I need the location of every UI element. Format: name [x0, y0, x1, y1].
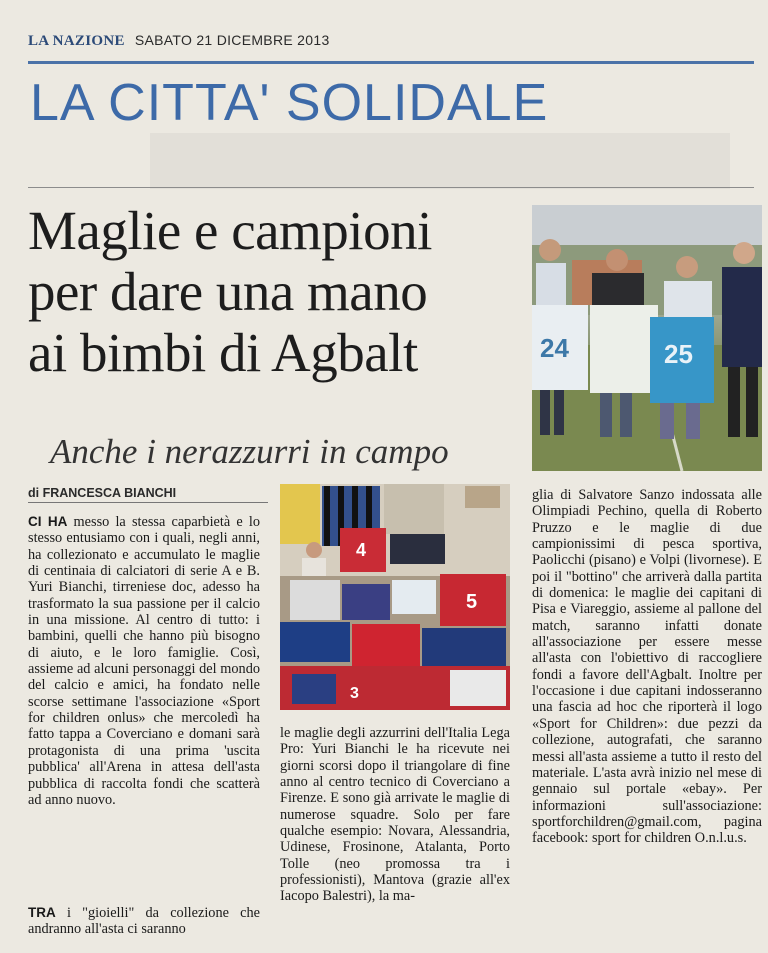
byline-rule — [28, 502, 268, 503]
subheadline: Anche i nerazzurri in campo — [50, 432, 449, 471]
jersey-number-4: 4 — [356, 540, 367, 560]
article-paragraph-4: glia di Salvatore Sanzo indossata alle Olimpiadi Pechino, quella di Roberto Pruzzo e le maglie di due campionissimi di pesca sportiva, Paolicchi (pisano) e Volpi (livornese). E poi il "bottino" che arriverà dalla partita di domenica: le maglie dei capitani di Pisa e Viareggio, assieme al pallone del match, saranno infatti donate all'associazione per essere messe all'asta con l'obiettivo di raccogliere fondi a favore dell'Agbalt. Inoltre per l'occasione i due capitani indosseranno una fascia ad hoc che riporterà il logo «Sport for Children»: due pezzi da collezione, autografati, che saranno messi all'asta assieme a tutto il resto del materiale. L'asta avrà inizio nel mese di gennaio sul portale «ebay». Per informazioni sull'associazione: sportforchildren@gmail.com, pagina facebook: sport for children O.n.l.u.s. — [532, 487, 762, 847]
issue-date: SABATO 21 DICEMBRE 2013 — [134, 32, 330, 48]
article-column-1 — [28, 514, 260, 808]
masthead — [28, 32, 330, 50]
article-column-3 — [532, 487, 762, 847]
article-column-2 — [280, 725, 510, 905]
headline-line-1: Maglie e campioni — [28, 200, 432, 261]
photo-jerseys-illustration — [280, 484, 510, 710]
paragraph-text: i "gioielli" da collezione che andranno all'asta ci saranno — [28, 905, 260, 938]
jersey-number-3: 3 — [350, 685, 359, 702]
headline-line-2: per dare una mano — [28, 261, 428, 322]
article-column-1-continued — [28, 905, 260, 938]
section-rule — [28, 187, 754, 188]
paragraph-text: messo la stessa caparbietà e lo stesso entusiamo con i quali, negli anni, ha collezionato e accumulato le maglie di centinaia di calciatori di serie A e B. Yuri Bianchi, tirreniese doc, adesso ha trasformato la sua passione per il calcio in una missione. Al centro di tutto: i bambini, quelli che hanno più bisogno di aiuto, e le loro famiglie. Così, assieme ad alcuni personaggi del mondo del calcio e amici, ha fondato nelle scorse settimane l'associazione «Sport for children onlus» che mercoledì ha fatto tappa a Coverciano e domani sarà protagonista di una prima 'uscita pubblica' all'Arena in attesa dell'asta pubblica di raccolta fondi che scatterà ad anno nuovo. — [28, 514, 261, 808]
shirt-number-25: 25 — [664, 339, 693, 369]
bleed-through-shape — [140, 125, 740, 195]
bleed-through-text — [140, 125, 740, 195]
photo-players-with-jerseys — [532, 205, 762, 471]
newspaper-name: LA NAZIONE — [28, 33, 125, 49]
article-paragraph-2 — [28, 905, 260, 938]
paragraph-lead: CI HA — [28, 514, 68, 529]
section-title: LA CITTA' SOLIDALE — [30, 74, 549, 132]
jersey-number-5: 5 — [466, 591, 478, 613]
article-paragraph-3: le maglie degli azzurrini dell'Italia Lega Pro: Yuri Bianchi le ha ricevute nei giorni scorsi dopo il triangolare di fine anno al centro tecnico di Coverciano a Firenze. E sono già arrivate le maglie di numerose squadre. Solo per fare qualche esempio: Novara, Alessandria, Udinese, Frosinone, Atalanta, Porto Tolle (neo promossa tra i professionisti), Mantova (grazie all'ex Iacopo Balestri), la ma- — [280, 725, 510, 905]
article-paragraph-1 — [28, 514, 260, 808]
photo-players-illustration — [532, 205, 762, 471]
byline: di FRANCESCA BIANCHI — [28, 486, 177, 500]
photo-jersey-collection — [280, 484, 510, 710]
shirt-number-24: 24 — [540, 333, 569, 363]
headline-line-3: ai bimbi di Agbalt — [28, 322, 418, 383]
paragraph-lead: TRA — [28, 905, 56, 920]
top-rule — [28, 61, 754, 64]
headline — [28, 200, 518, 383]
